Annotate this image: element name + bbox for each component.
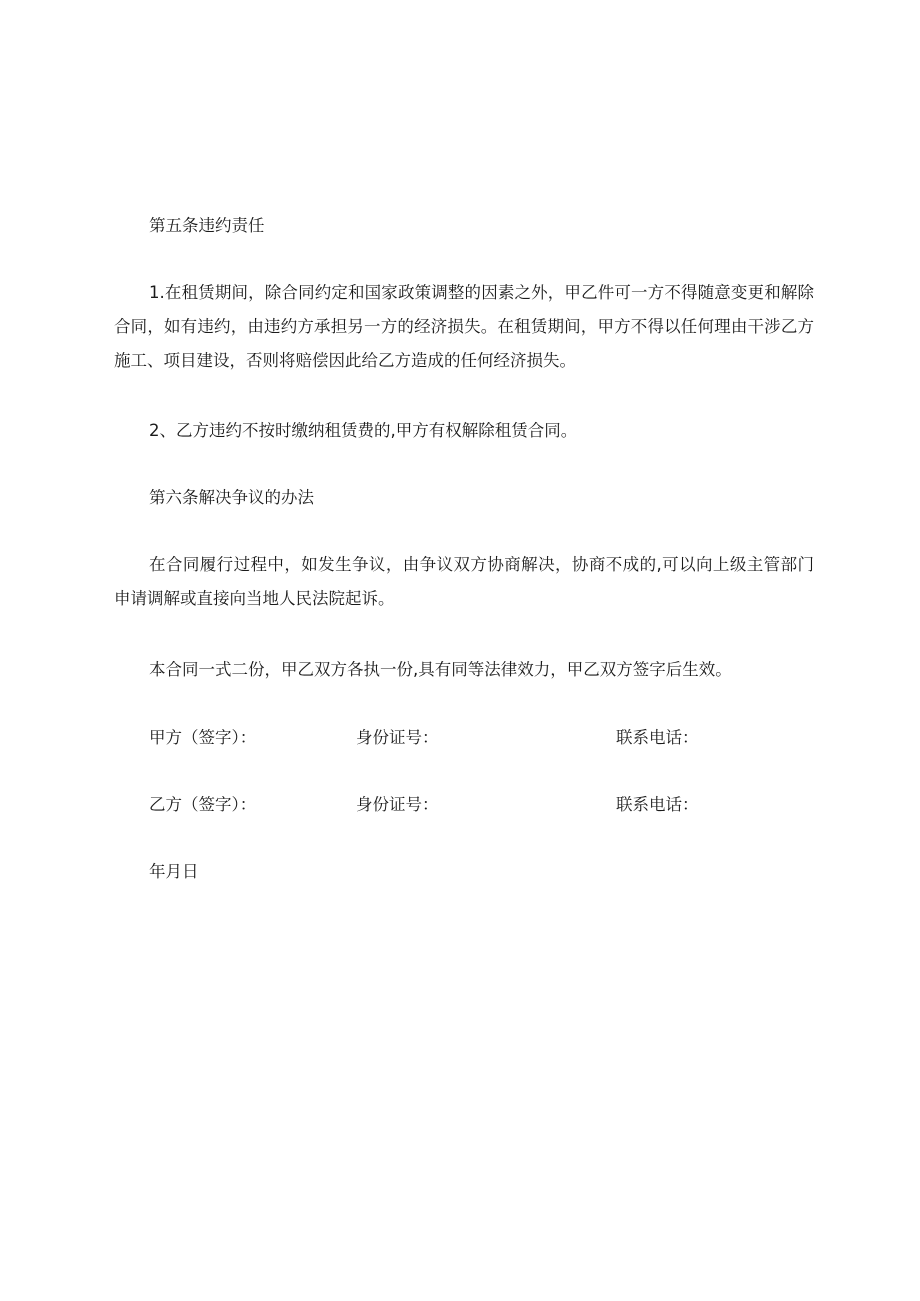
- party-b-signature-row: [0, 788, 920, 822]
- closing-statement: 本合同一式二份，甲乙双方各执一份,具有同等法律效力，甲乙双方签字后生效。: [149, 660, 732, 679]
- party-a-id-label: 身份证号：: [356, 728, 439, 747]
- article6-body: 在合同履行过程中，如发生争议，由争议双方协商解决，协商不成的,可以向上级主管部门申请调解或直接向当地人民法院起诉。: [114, 555, 814, 608]
- party-b-signature-label: 乙方（签字）：: [149, 795, 257, 814]
- party-a-signature-row: [0, 721, 920, 755]
- date-label: 年月日: [149, 862, 199, 881]
- party-a-signature-label: 甲方（签字）：: [149, 728, 257, 747]
- article6-heading: 第六条解决争议的办法: [149, 488, 314, 507]
- party-a-phone-label: 联系电话：: [616, 728, 699, 747]
- party-b-phone-label: 联系电话：: [616, 795, 699, 814]
- party-b-id-label: 身份证号：: [356, 795, 439, 814]
- article5-clause2: 2、乙方违约不按时缴纳租赁费的,甲方有权解除租赁合同。: [149, 421, 578, 440]
- article5-heading: 第五条违约责任: [149, 216, 265, 235]
- article5-clause1: 1.在租赁期间，除合同约定和国家政策调整的因素之外，甲乙件可一方不得随意变更和解除合同，如有违约，由违约方承担另一方的经济损失。在租赁期间，甲方不得以任何理由干涉乙方施工、项目建设，否则将赔偿因此给乙方造成的任何经济损失。: [114, 283, 814, 370]
